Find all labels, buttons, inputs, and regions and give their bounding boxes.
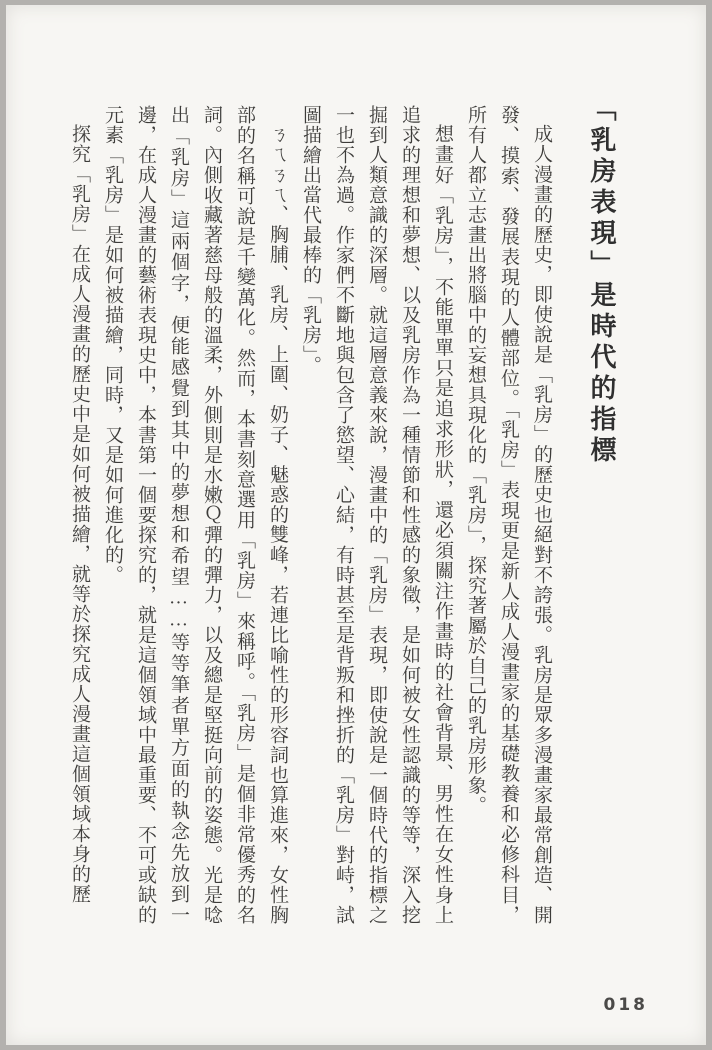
paragraph-1: 成人漫畫的歷史，即使說是「乳房」的歷史也絕對不誇張。乳房是眾多漫畫家最常創造、開發、摸索、發展表現的人體部位。「乳房」表現更是新人成人漫畫家的基礎教養和必修科目，所有人都立志畫出將腦中的妄想具現化的「乳房」，探究著屬於自己的乳房形象。 xyxy=(465,105,552,925)
paragraph-2: 想畫好「乳房」，不能單單只是追求形狀，還必須關注作畫時的社會背景、男性在女性身上追求的理想和夢想、以及乳房作為一種情節和性感的象徵，是如何被女性認識的等等，深入挖掘到人類意識的深層。就這層意義來說，漫畫中的「乳房」表現，即使說是一個時代的指標之一也不為過。作家們不斷地與包含了慾望、心結，有時甚至是背叛和挫折的「乳房」對峙，試圖描繪出當代最棒的「乳房」。 xyxy=(300,105,453,925)
paragraph-3: ㄋㄟㄋㄟ、胸脯、乳房、上圍、奶子、魅惑的雙峰，若連比喻性的形容詞也算進來，女性胸部的名稱可說是千變萬化。然而，本書刻意選用「乳房」來稱呼。「乳房」是個非常優秀的名詞。內側收藏著慈母般的溫柔，外側則是水嫩Ｑ彈的彈力，以及總是堅挺向前的姿態。光是唸出「乳房」這兩個字，便能感覺到其中的夢想和希望……等等筆者單方面的執念先放到一邊，在成人漫畫的藝術表現史中，本書第一個要探究的，就是這個領域中最重要、不可或缺的元素「乳房」是如何被描繪，同時，又是如何進化的。 xyxy=(102,105,288,925)
chapter-title: 「乳房表現」是時代的指標 xyxy=(587,95,616,467)
body-text xyxy=(53,105,558,925)
paragraph-4: 探究「乳房」在成人漫畫的歷史中是如何被描繪，就等於探究成人漫畫這個領域本身的歷 xyxy=(69,124,90,904)
page-number: 018 xyxy=(603,995,648,1015)
book-page xyxy=(6,5,706,1045)
